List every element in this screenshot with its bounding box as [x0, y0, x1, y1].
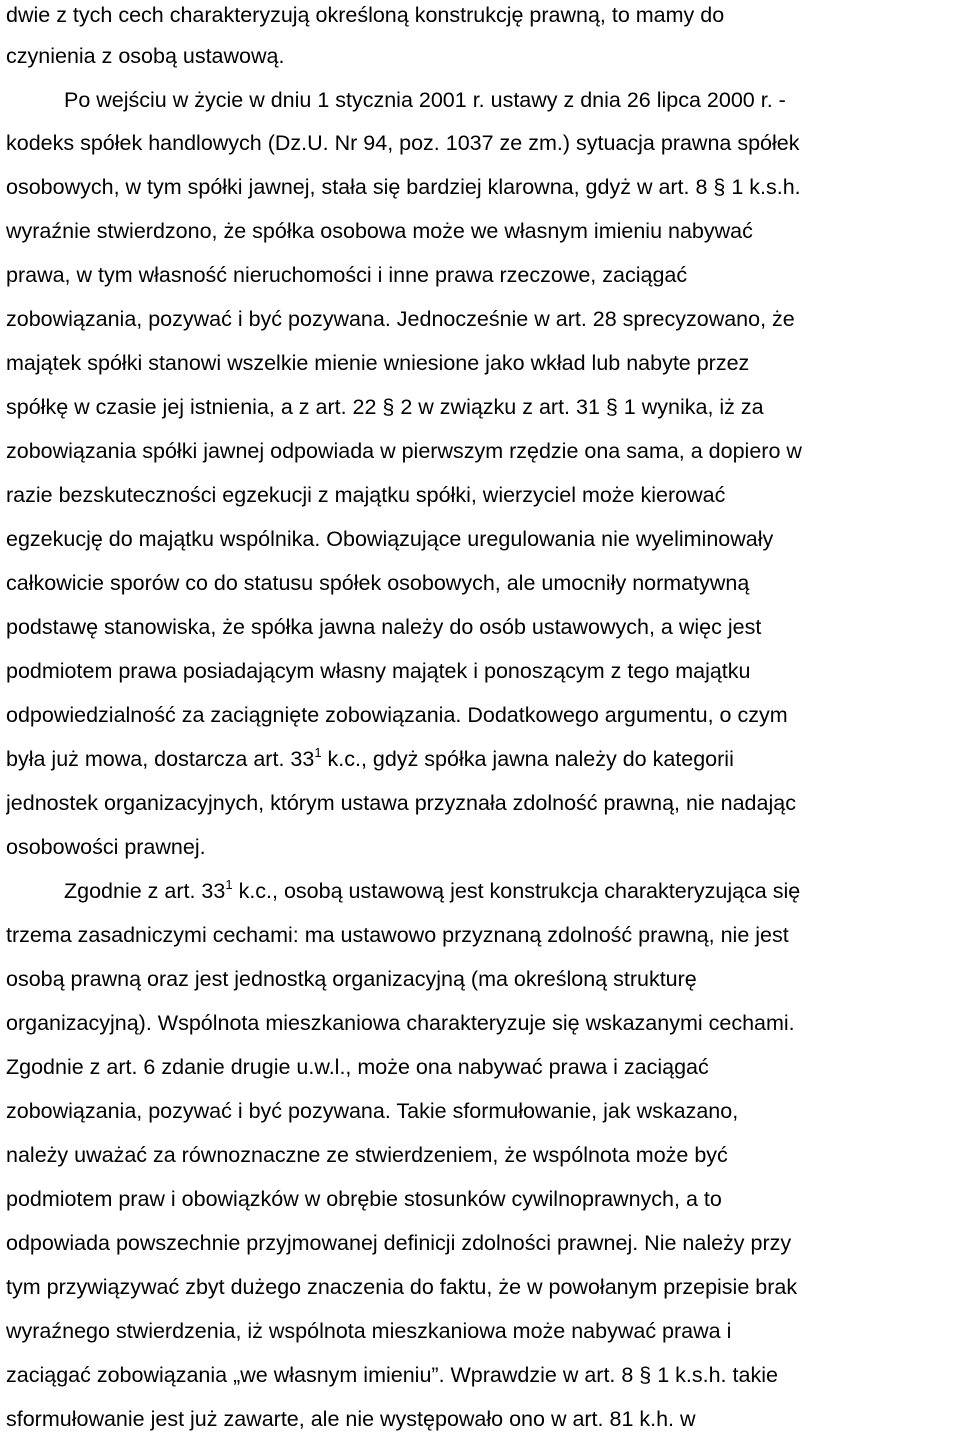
text-line: tym przywiązywać zbyt dużego znaczenia do faktu, że w powołanym przepisie brak — [6, 1275, 798, 1299]
text-segment: Zgodnie z art. 33 — [64, 879, 226, 903]
text-line: należy uważać za równoznaczne ze stwierdzeniem, że wspólnota może być — [6, 1143, 728, 1167]
text-line: odpowiada powszechnie przyjmowanej definicji zdolności prawnej. Nie należy przy — [6, 1231, 792, 1255]
text-line: zaciągać zobowiązania „we własnym imieniu”. Wprawdzie w art. 8 § 1 k.s.h. takie — [6, 1363, 778, 1387]
text-line: razie bezskuteczności egzekucji z majątku spółki, wierzyciel może kierować — [6, 483, 726, 507]
text-line: kodeks spółek handlowych (Dz.U. Nr 94, poz. 1037 ze zm.) sytuacja prawna spółek — [6, 131, 800, 155]
text-segment: była już mowa, dostarcza art. 33 — [6, 747, 315, 771]
text-line: prawa, w tym własność nieruchomości i inne prawa rzeczowe, zaciągać — [6, 263, 688, 287]
text-line: zobowiązania, pozywać i być pozywana. Takie sformułowanie, jak wskazano, — [6, 1099, 739, 1123]
text-line: czynienia z osobą ustawową. — [6, 44, 285, 68]
text-line: osobowości prawnej. — [6, 835, 206, 859]
text-line: wyraźnie stwierdzono, że spółka osobowa może we własnym imieniu nabywać — [6, 219, 753, 243]
text-line: Po wejściu w życie w dniu 1 stycznia 2001 r. ustawy z dnia 26 lipca 2000 r. - — [64, 88, 786, 112]
text-line: jednostek organizacyjnych, którym ustawa przyznała zdolność prawną, nie nadając — [6, 791, 796, 815]
text-line — [6, 744, 734, 774]
text-line: zobowiązania spółki jawnej odpowiada w pierwszym rzędzie ona sama, a dopiero w — [6, 439, 802, 463]
text-line: majątek spółki stanowi wszelkie mienie wniesione jako wkład lub nabyte przez — [6, 351, 750, 375]
text-line: spółkę w czasie jej istnienia, a z art. 22 § 2 w związku z art. 31 § 1 wynika, iż za — [6, 395, 764, 419]
text-line: zobowiązania, pozywać i być pozywana. Jednocześnie w art. 28 sprecyzowano, że — [6, 307, 795, 331]
text-line: organizacyjną). Wspólnota mieszkaniowa charakteryzuje się wskazanymi cechami. — [6, 1011, 795, 1035]
text-line: trzema zasadniczymi cechami: ma ustawowo przyznaną zdolność prawną, nie jest — [6, 923, 789, 947]
text-segment: k.c., gdyż spółka jawna należy do kategorii — [321, 747, 734, 771]
text-line — [64, 876, 800, 906]
text-line: osobowych, w tym spółki jawnej, stała się bardziej klarowna, gdyż w art. 8 § 1 k.s.h. — [6, 175, 801, 199]
text-line: dwie z tych cech charakteryzują określoną konstrukcję prawną, to mamy do — [6, 3, 725, 27]
text-line: egzekucję do majątku wspólnika. Obowiązujące uregulowania nie wyeliminowały — [6, 527, 774, 551]
superscript: 1 — [225, 877, 233, 892]
text-line: podmiotem prawa posiadającym własny majątek i ponoszącym z tego majątku — [6, 659, 751, 683]
text-line: podstawę stanowiska, że spółka jawna należy do osób ustawowych, a więc jest — [6, 615, 762, 639]
document-page — [6, 0, 956, 1446]
text-line: wyraźnego stwierdzenia, iż wspólnota mieszkaniowa może nabywać prawa i — [6, 1319, 732, 1343]
superscript: 1 — [314, 745, 322, 760]
text-line: podmiotem praw i obowiązków w obrębie stosunków cywilnoprawnych, a to — [6, 1187, 722, 1211]
text-segment: k.c., osobą ustawową jest konstrukcja charakteryzująca się — [232, 879, 801, 903]
text-line: Zgodnie z art. 6 zdanie drugie u.w.l., może ona nabywać prawa i zaciągać — [6, 1055, 709, 1079]
text-line: całkowicie sporów co do statusu spółek osobowych, ale umocniły normatywną — [6, 571, 750, 595]
text-line: odpowiedzialność za zaciągnięte zobowiązania. Dodatkowego argumentu, o czym — [6, 703, 788, 727]
text-line: sformułowanie jest już zawarte, ale nie występowało ono w art. 81 k.h. w — [6, 1407, 696, 1431]
text-line: osobą prawną oraz jest jednostką organizacyjną (ma określoną strukturę — [6, 967, 697, 991]
